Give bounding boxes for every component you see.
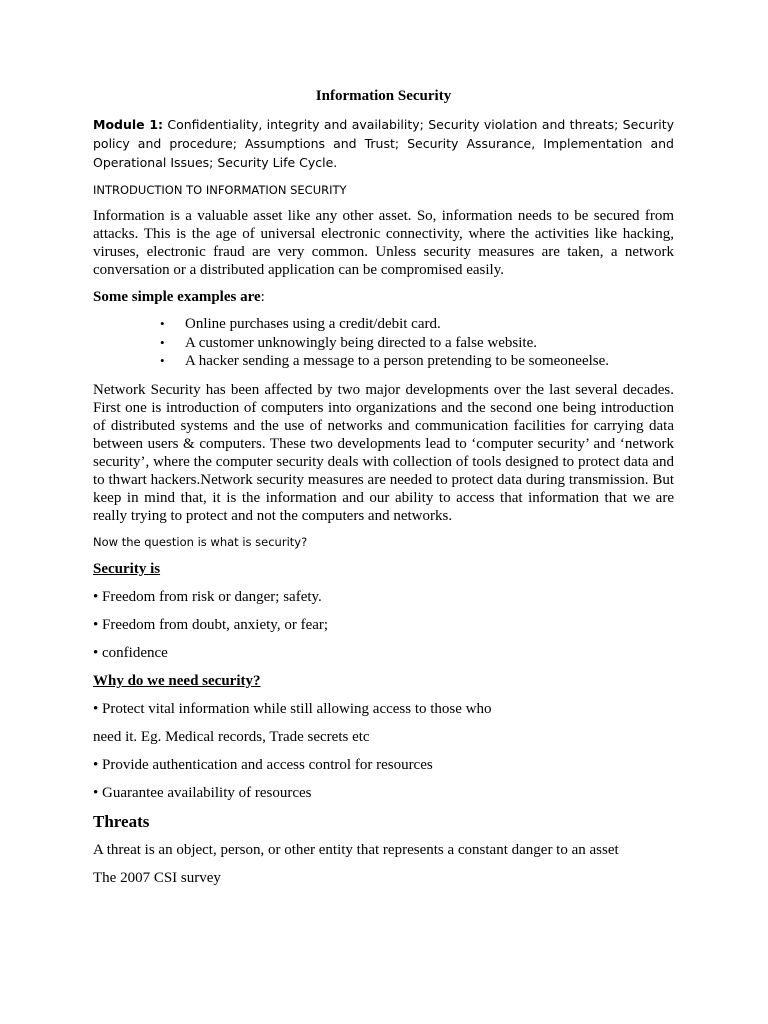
bullet-icon: • — [160, 334, 165, 350]
why-item: need it. Eg. Medical records, Trade secrets etc — [93, 728, 370, 745]
list-item-text: A customer unknowingly being directed to a false website. — [185, 334, 537, 351]
intro-heading: INTRODUCTION TO INFORMATION SECURITY — [93, 183, 347, 197]
why-item: • Guarantee availability of resources — [93, 784, 312, 801]
bullet-icon: • — [160, 316, 165, 331]
security-heading: Security is — [93, 560, 161, 577]
document-title: Information Security — [315, 88, 452, 104]
why-security-heading: Why do we need security? — [93, 672, 261, 689]
list-item — [160, 352, 674, 371]
examples-list — [93, 315, 674, 371]
examples-heading — [93, 288, 674, 306]
security-item: • Freedom from risk or danger; safety. — [93, 588, 322, 605]
module-description — [93, 115, 674, 172]
security-item: • Freedom from doubt, anxiety, or fear; — [93, 616, 329, 633]
bullet-icon: • — [160, 353, 165, 368]
list-item-text: A hacker sending a message to a person pretending to be someoneelse. — [185, 353, 610, 369]
why-item: • Protect vital information while still allowing access to those who — [93, 700, 492, 717]
list-item-text: Online purchases using a credit/debit card. — [185, 316, 441, 332]
examples-heading-text: Some simple examples are — [93, 289, 261, 305]
threats-definition: A threat is an object, person, or other entity that represents a constant danger to an asset — [93, 841, 619, 858]
document-page — [93, 86, 674, 897]
intro-paragraph: Information is a valuable asset like any other asset. So, information needs to be secured from attacks. This is the age of universal electronic connectivity, where the activities like hacking, viruses, electronic fraud are very common. Unless security measures are taken, a network conversation or a distributed application can be compromised easily. — [93, 208, 674, 278]
module-label: Module 1: — [93, 117, 164, 132]
list-item — [160, 315, 674, 334]
security-item: • confidence — [93, 644, 168, 661]
csi-survey-line: The 2007 CSI survey — [93, 869, 221, 886]
network-security-paragraph: Network Security has been affected by two major developments over the last several decades. First one is introduction of computers into organizations and the second one being introduction of distributed systems and the use of networks and communication facilities for carrying data between users & computers. These two developments lead to ‘computer security’ and ‘network security’, where the computer security deals with collection of tools designed to protect data and to thwart hackers.Network security measures are needed to protect data during transmission. But keep in mind that, it is the information and our ability to access that information that we are really trying to protect and not the computers and networks. — [93, 381, 674, 524]
list-item — [160, 334, 674, 353]
threats-heading: Threats — [93, 811, 150, 831]
module-topics: Confidentiality, integrity and availability; Security violation and threats; Security policy and procedure; Assumptions and Trust; Security Assurance, Implementation and Operational Issues; Security Life Cycle. — [93, 117, 674, 170]
examples-heading-colon: : — [260, 289, 265, 305]
security-question: Now the question is what is security? — [93, 534, 308, 549]
why-item: • Provide authentication and access control for resources — [93, 756, 433, 773]
